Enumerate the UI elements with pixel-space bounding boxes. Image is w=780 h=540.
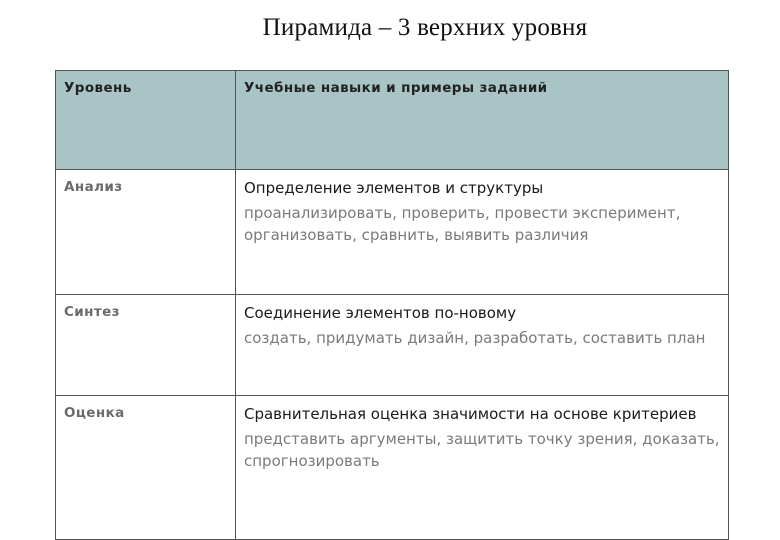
skills-cell <box>236 170 729 295</box>
skill-description: Сравнительная оценка значимости на основе критериев <box>244 405 697 423</box>
skills-cell <box>236 396 729 540</box>
levels-table <box>55 70 729 540</box>
table-row-synthesis <box>56 295 729 396</box>
skill-description: Соединение элементов по-новому <box>244 304 517 322</box>
header-cell-level <box>56 71 236 170</box>
skills-cell <box>236 295 729 396</box>
slide-title: Пирамида – 3 верхних уровня <box>262 14 588 41</box>
header-cell-skills <box>236 71 729 170</box>
skill-description: Определение элементов и структуры <box>244 179 544 197</box>
level-name: Синтез <box>64 304 120 320</box>
task-examples: создать, придумать дизайн, разработать, составить план <box>244 329 706 347</box>
level-name: Анализ <box>64 179 123 195</box>
table-row-evaluation <box>56 396 729 540</box>
level-name: Оценка <box>64 405 125 421</box>
task-examples: проанализировать, проверить, провести эксперимент, организовать, сравнить, выявить различия <box>244 204 681 244</box>
level-cell <box>56 396 236 540</box>
level-cell <box>56 295 236 396</box>
task-examples: представить аргументы, защитить точку зрения, доказать, спрогнозировать <box>244 430 720 470</box>
header-skills-label: Учебные навыки и примеры заданий <box>244 80 548 96</box>
table-row-analysis <box>56 170 729 295</box>
header-level-label: Уровень <box>64 80 132 96</box>
level-cell <box>56 170 236 295</box>
table-header-row <box>56 71 729 170</box>
